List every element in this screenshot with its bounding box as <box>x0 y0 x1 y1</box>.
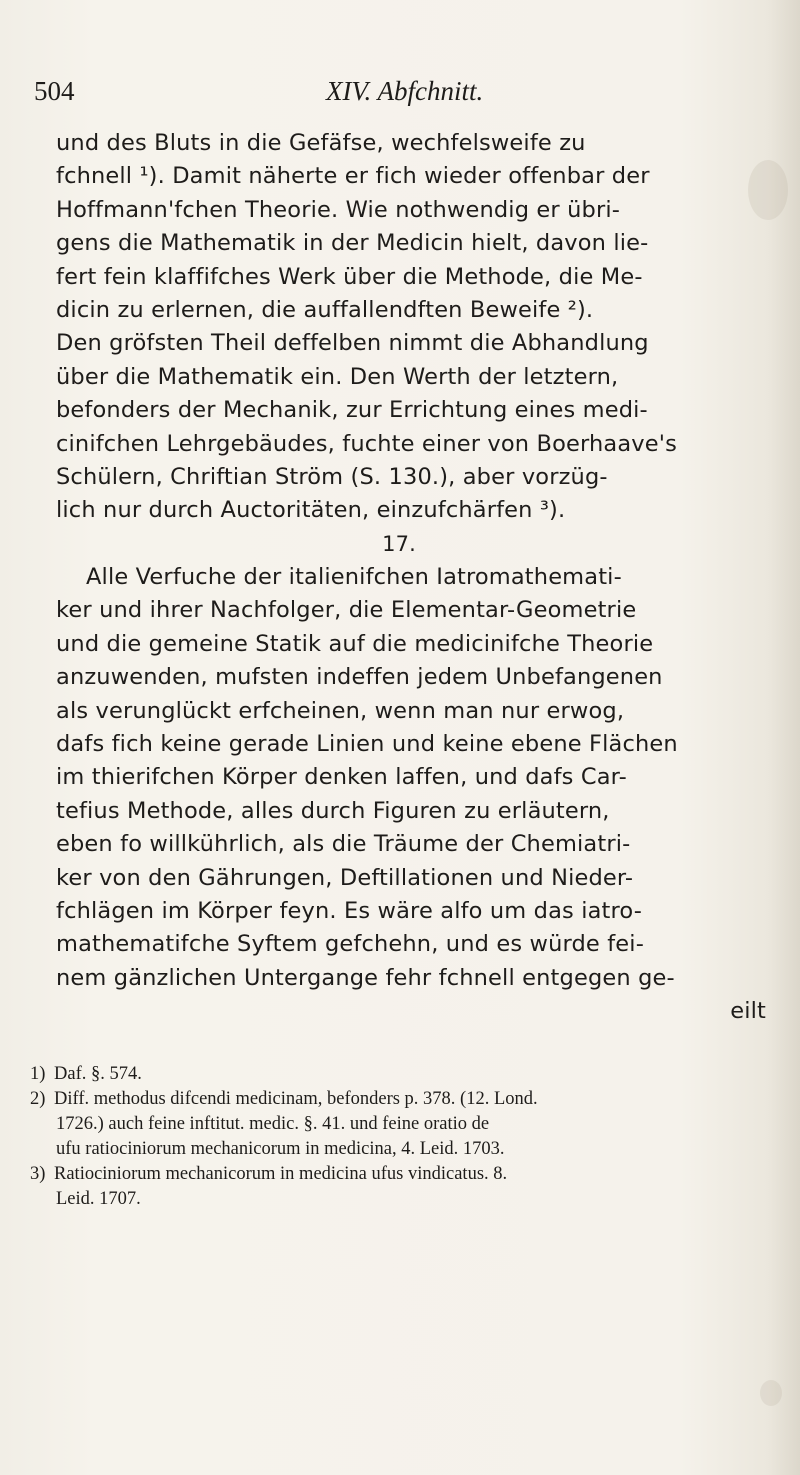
text-line: und die gemeine Statik auf die medicinifche Theorie <box>56 630 654 657</box>
text-line: Hoffmann'fchen Theorie. Wie nothwendig er übri- <box>56 196 621 223</box>
text-line: anzuwenden, mufsten indeffen jedem Unbefangenen <box>56 664 663 691</box>
footnote-3-continued: Leid. 1707. <box>56 1189 141 1209</box>
text-line: dicin zu erlernen, die auffallendften Beweife ²). <box>56 296 594 323</box>
paper-stain <box>760 1380 782 1406</box>
running-title: XIV. Abfchnitt. <box>326 76 484 106</box>
footnote-2 <box>30 1087 770 1112</box>
text-line: ker und ihrer Nachfolger, die Elementar-Geometrie <box>56 597 637 624</box>
paragraph-2 <box>56 561 772 995</box>
footnote-mark: 1) <box>30 1064 46 1084</box>
footnote-3 <box>30 1162 770 1187</box>
footnote-2-continued: ufu ratiociniorum mechanicorum in medicina, 4. Leid. 1703. <box>56 1139 505 1159</box>
footnote-1 <box>30 1062 770 1087</box>
main-text <box>56 127 772 1029</box>
text-line: Schülern, Chriftian Ström (S. 130.), aber vorzüg- <box>56 463 608 490</box>
footnote-text: Ratiociniorum mechanicorum in medicina ufus vindicatus. 8. <box>54 1164 508 1184</box>
footnote-text: Diff. methodus difcendi medicinam, befonders p. 378. (12. Lond. <box>54 1089 538 1109</box>
text-line: cinifchen Lehrgebäudes, fuchte einer von Boerhaave's <box>56 430 677 457</box>
text-line: mathematifche Syftem gefchehn, und es würde fei- <box>56 931 644 958</box>
text-line: als verunglückt erfcheinen, wenn man nur erwog, <box>56 697 625 724</box>
text-line: befonders der Mechanik, zur Errichtung eines medi- <box>56 397 648 424</box>
text-line: und des Bluts in die Gefäfse, wechfelsweife zu <box>56 130 586 156</box>
text-line: nem gänzlichen Untergange fehr fchnell entgegen ge- <box>56 964 675 991</box>
text-line: fchnell ¹). Damit näherte er fich wieder offenbar der <box>56 163 650 190</box>
page-header <box>34 76 734 116</box>
text-line: fert fein klaffifches Werk über die Methode, die Me- <box>56 263 643 290</box>
text-line: über die Mathematik ein. Den Werth der letztern, <box>56 363 619 390</box>
footnote-mark: 2) <box>30 1089 46 1109</box>
footnotes <box>30 1062 770 1212</box>
text-line: gens die Mathematik in der Medicin hielt, davon lie- <box>56 230 649 257</box>
footnote-text: Daf. §. 574. <box>54 1064 142 1084</box>
text-line: eben fo willkührlich, als die Träume der Chemiatri- <box>56 831 631 858</box>
text-line: fchlägen im Körper feyn. Es wäre alfo um das iatro- <box>56 897 643 924</box>
page-number: 504 <box>34 76 75 106</box>
catchword: eilt <box>730 998 766 1025</box>
text-line: ker von den Gährungen, Deftillationen und Nieder- <box>56 864 634 891</box>
text-line: im thierifchen Körper denken laffen, und dafs Car- <box>56 764 627 791</box>
text-line: lich nur durch Auctoritäten, einzufchärfen ³). <box>56 497 566 524</box>
text-line: Den gröfsten Theil deffelben nimmt die Abhandlung <box>56 330 649 357</box>
footnote-mark: 3) <box>30 1164 46 1184</box>
section-number: 17. <box>382 531 416 556</box>
footnote-2-continued: 1726.) auch feine inftitut. medic. §. 41. und feine oratio de <box>56 1114 490 1134</box>
text-line: Alle Verfuche der italienifchen Iatromathemati- <box>86 564 622 591</box>
text-line: dafs fich keine gerade Linien und keine ebene Flächen <box>56 731 678 758</box>
text-line: tefius Methode, alles durch Figuren zu erläutern, <box>56 797 610 824</box>
paragraph-1 <box>56 127 772 528</box>
